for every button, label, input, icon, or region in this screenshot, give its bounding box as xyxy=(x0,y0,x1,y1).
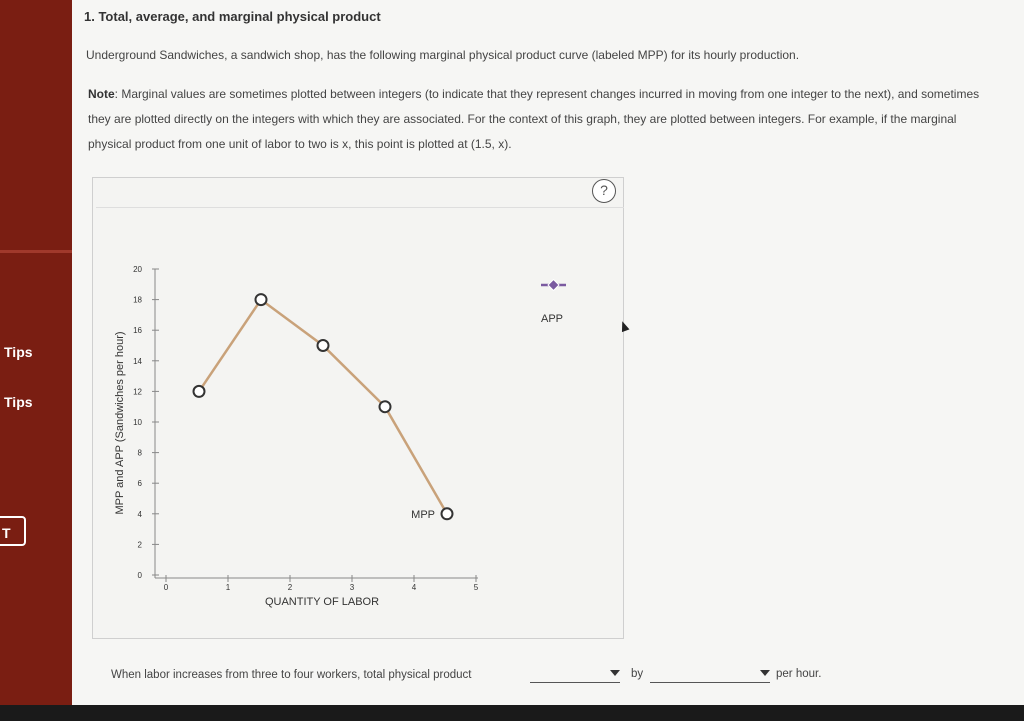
y-axis-label: MPP and APP (Sandwiches per hour) xyxy=(114,331,126,515)
x-tick-label: 0 xyxy=(163,583,169,592)
y-tick-label: 16 xyxy=(133,326,142,336)
legend-app-diamond xyxy=(548,280,559,291)
help-button[interactable]: ? xyxy=(592,179,616,203)
mpp-point[interactable] xyxy=(380,401,391,412)
chevron-down-icon xyxy=(610,670,620,676)
y-tick-label: 14 xyxy=(133,356,142,366)
note-label: Note xyxy=(88,87,115,101)
y-tick-label: 18 xyxy=(133,295,142,305)
chart-ticks xyxy=(133,265,479,592)
legend-app-marker[interactable] xyxy=(541,280,566,291)
question-title: 1. Total, average, and marginal physical product xyxy=(84,9,381,24)
question-sentence: When labor increases from three to four workers, total physical product xyxy=(111,669,472,681)
chart-series xyxy=(194,294,453,521)
y-tick-label: 12 xyxy=(133,387,142,397)
x-axis-label: QUANTITY OF LABOR xyxy=(264,596,380,608)
x-tick-label: 5 xyxy=(473,583,479,592)
y-tick-label: 20 xyxy=(133,265,142,274)
x-tick-label: 2 xyxy=(287,583,293,592)
mpp-point[interactable] xyxy=(318,340,329,351)
per-hour-label: per hour. xyxy=(776,668,822,680)
y-tick-label: 6 xyxy=(137,479,142,489)
by-label: by xyxy=(631,668,644,680)
y-tick-label: 8 xyxy=(137,448,142,458)
mpp-curve xyxy=(199,300,447,514)
chart-axes xyxy=(155,269,478,578)
note-text: : Marginal values are sometimes plotted between integers (to indicate that they represent changes incurred in moving from one integer to the next), and sometimes they are plotted directly on the integers with which they are associated. For the context of this graph, they are plotted between integers. For example, if the marginal physical product from one unit of labor to two is x, this point is plotted at (1.5, x). xyxy=(88,87,980,151)
y-tick-label: 2 xyxy=(137,540,142,550)
question-intro: Underground Sandwiches, a sandwich shop, has the following marginal physical product curve (labeled MPP) for its hourly production. xyxy=(86,48,800,62)
sidebar-tips-link-2[interactable]: Tips xyxy=(4,394,33,410)
y-tick-label: 0 xyxy=(137,571,142,580)
chevron-down-icon xyxy=(760,670,770,676)
sidebar-tips-link-1[interactable]: Tips xyxy=(4,344,33,360)
x-tick-label: 3 xyxy=(349,583,355,592)
sidebar-box-button[interactable]: T xyxy=(0,516,26,546)
y-tick-label: 10 xyxy=(133,418,142,427)
mpp-point[interactable] xyxy=(194,386,205,397)
mpp-point[interactable] xyxy=(256,294,267,305)
tpp-amount-dropdown[interactable] xyxy=(650,666,770,683)
x-tick-label: 1 xyxy=(225,583,231,592)
tpp-change-dropdown[interactable] xyxy=(530,666,620,683)
x-tick-label: 4 xyxy=(411,583,417,592)
mpp-point[interactable] xyxy=(442,508,453,519)
legend-app-label: APP xyxy=(541,313,564,325)
y-tick-label: 4 xyxy=(137,509,142,519)
mpp-point-label: MPP xyxy=(411,508,435,521)
